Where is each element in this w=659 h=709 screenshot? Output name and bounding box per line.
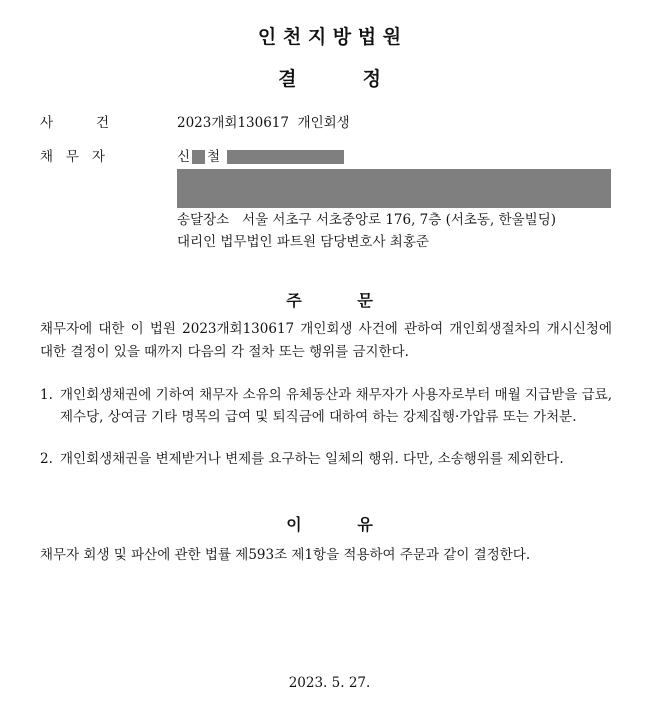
- order-intro-paragraph: 채무자에 대한 이 법원 2023개회130617 개인회생 사건에 관하여 개인회생절차의 개시신청에 대한 결정이 있을 때까지 다음의 각 절차 또는 행위를 금지한다.: [40, 321, 612, 360]
- reason-text: 채무자 회생 및 파산에 관한 법률 제593조 제1항을 적용하여 주문과 같이 결정한다.: [40, 547, 531, 563]
- redaction-address: [177, 169, 611, 208]
- debtor-agent: 대리인 법무법인 파트원 담당변호사 최홍준: [177, 234, 429, 250]
- order-item-number: 2.: [40, 451, 53, 467]
- order-item-2: [40, 448, 612, 470]
- debtor-label: 채 무 자: [40, 149, 105, 165]
- redaction-name-middle: [192, 150, 205, 164]
- case-label: 사 건: [40, 115, 109, 131]
- debtor-name-last: 철: [207, 149, 221, 165]
- reason-heading: 이 유: [286, 515, 373, 534]
- order-item-text: 개인회생채권에 기하여 채무자 소유의 유체동산과 채무자가 사용자로부터 매월 지급받을 급료, 제수당, 상여금 기타 명목의 급여 및 퇴직금에 대하여 하는 강제집행·가압류 또는 가처분.: [60, 387, 612, 425]
- court-name: 인 천 지 방 법 원: [257, 26, 402, 48]
- order-item-number: 1.: [40, 387, 53, 403]
- order-item-text: 개인회생채권을 변제받거나 변제를 요구하는 일체의 행위. 다만, 소송행위를 제외한다.: [60, 451, 564, 467]
- case-value: 2023개회130617 개인회생: [177, 115, 350, 131]
- order-heading: 주 문: [286, 291, 373, 310]
- service-place: 송달장소 서울 서초구 서초중앙로 176, 7층 (서초동, 한울빌딩): [177, 212, 556, 228]
- decision-date: 2023. 5. 27.: [288, 675, 371, 691]
- document-type-title: 결 정: [278, 68, 381, 90]
- debtor-name-first: 신: [177, 149, 191, 165]
- order-item-1: [40, 384, 612, 428]
- redaction-id-number: [227, 150, 344, 164]
